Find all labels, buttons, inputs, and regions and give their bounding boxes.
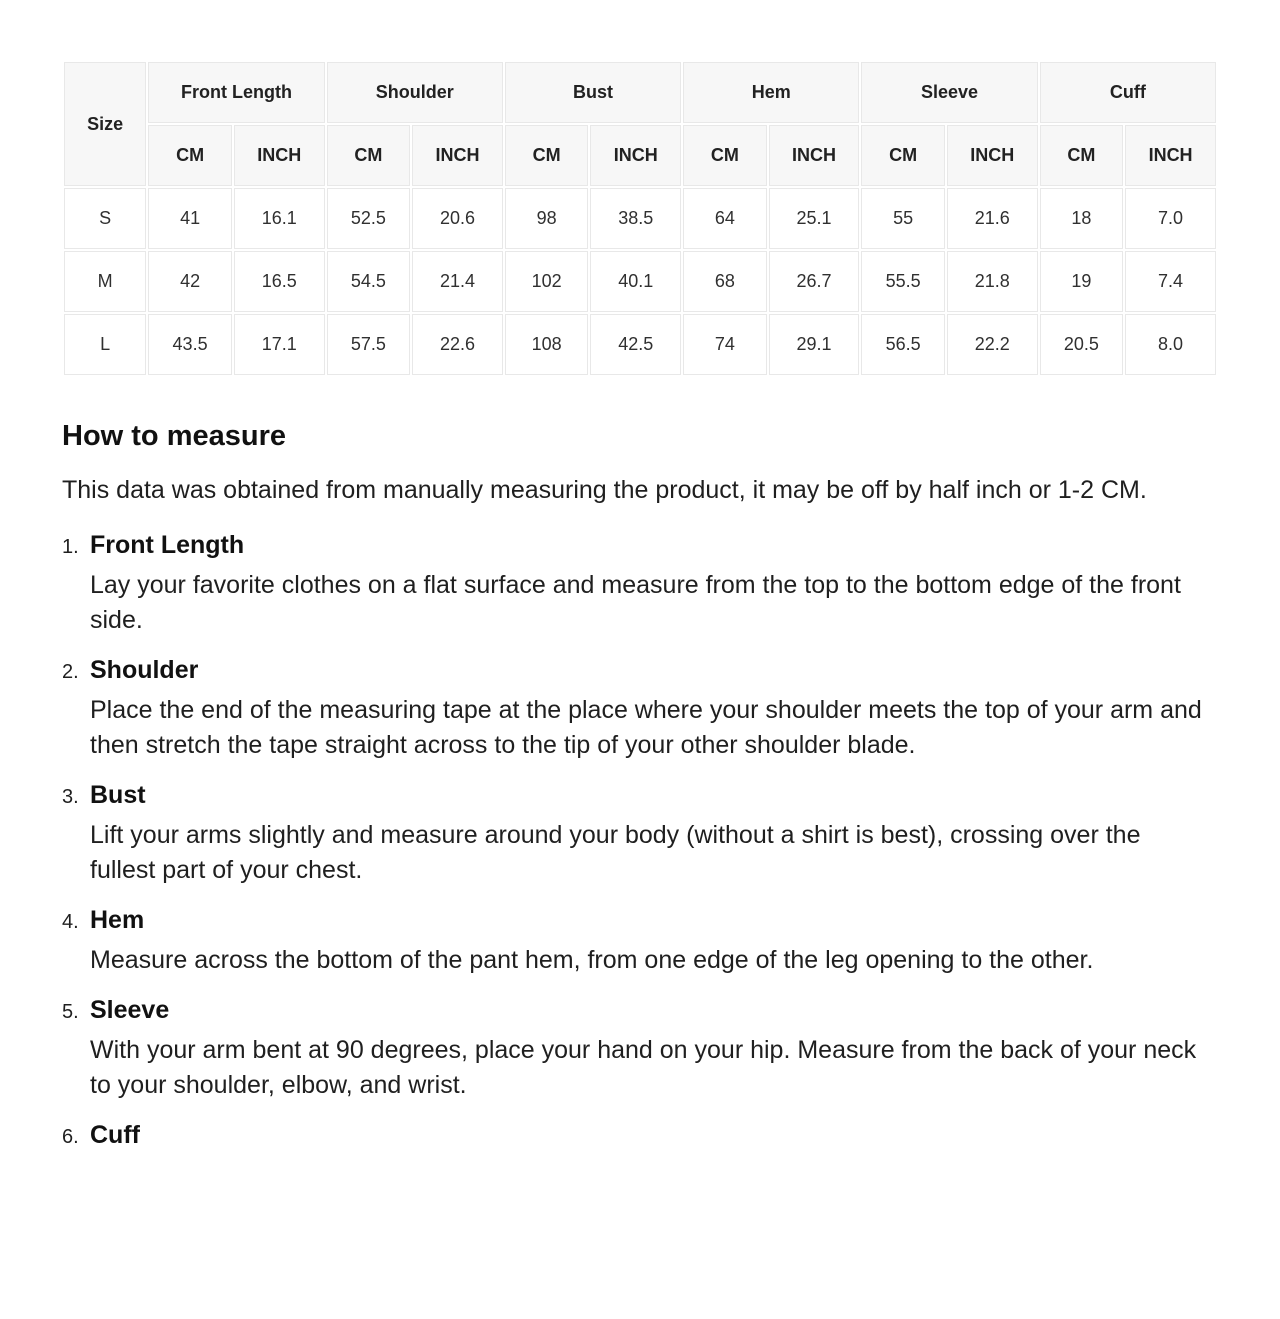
table-cell: 108 [505,314,588,375]
list-item-description: Place the end of the measuring tape at the place where your shoulder meets the top of your arm and then stretch the tape straight across to the tip of your other shoulder blade. [90,696,1202,759]
table-cell: 21.6 [947,188,1038,249]
table-cell: 40.1 [590,251,681,312]
table-cell: 74 [683,314,766,375]
table-cell: 8.0 [1125,314,1216,375]
table-cell: 102 [505,251,588,312]
size-cell: S [64,188,146,249]
unit-header-inch: INCH [947,125,1038,186]
table-cell: 20.5 [1040,314,1123,375]
list-item-title: Bust [90,781,146,809]
table-cell: 57.5 [327,314,410,375]
list-item-title: Shoulder [90,656,199,684]
table-row-size-m [64,251,1216,312]
list-item-title: Hem [90,906,145,934]
table-cell: 43.5 [148,314,231,375]
table-cell: 29.1 [769,314,860,375]
list-item-bust [62,780,1218,888]
table-row-size-s [64,188,1216,249]
list-item-title: Front Length [90,531,245,559]
size-cell: M [64,251,146,312]
list-item-shoulder [62,655,1218,763]
unit-header-inch: INCH [590,125,681,186]
group-header-cuff: Cuff [1040,62,1216,123]
list-item-number: 2. [62,661,79,683]
table-row-size-l [64,314,1216,375]
list-item-title: Sleeve [90,996,170,1024]
group-header-shoulder: Shoulder [327,62,503,123]
unit-header-cm: CM [1040,125,1123,186]
measure-disclaimer-text: This data was obtained from manually measuring the product, it may be off by half inch or 1-2 CM. [62,476,1147,504]
table-cell: 54.5 [327,251,410,312]
unit-header-cm: CM [861,125,944,186]
list-item-description: Lay your favorite clothes on a flat surface and measure from the top to the bottom edge of the front side. [90,571,1181,634]
list-item-description: With your arm bent at 90 degrees, place your hand on your hip. Measure from the back of your neck to your shoulder, elbow, and wrist. [90,1036,1197,1099]
list-item-number: 5. [62,1001,79,1023]
unit-header-cm: CM [148,125,231,186]
size-cell: L [64,314,146,375]
table-cell: 22.6 [412,314,503,375]
list-item-front-length [62,530,1218,638]
table-cell: 42.5 [590,314,681,375]
unit-header-inch: INCH [412,125,503,186]
table-cell: 17.1 [234,314,325,375]
table-cell: 7.0 [1125,188,1216,249]
size-column-header: Size [64,62,146,186]
unit-header-inch: INCH [1125,125,1216,186]
measure-instructions-list [62,530,1218,1150]
table-cell: 41 [148,188,231,249]
table-cell: 16.5 [234,251,325,312]
table-cell: 98 [505,188,588,249]
list-item-description: Measure across the bottom of the pant hem, from one edge of the leg opening to the other. [90,946,1094,974]
table-cell: 26.7 [769,251,860,312]
list-item-description: Lift your arms slightly and measure around your body (without a shirt is best), crossing over the fullest part of your chest. [90,821,1141,884]
table-cell: 55 [861,188,944,249]
group-header-hem: Hem [683,62,859,123]
table-cell: 68 [683,251,766,312]
list-item-number: 6. [62,1126,79,1148]
table-cell: 19 [1040,251,1123,312]
list-item-sleeve [62,995,1218,1103]
unit-header-cm: CM [327,125,410,186]
group-header-front-length: Front Length [148,62,324,123]
table-cell: 20.6 [412,188,503,249]
table-cell: 42 [148,251,231,312]
table-cell: 56.5 [861,314,944,375]
table-cell: 21.4 [412,251,503,312]
table-cell: 38.5 [590,188,681,249]
table-cell: 21.8 [947,251,1038,312]
group-header-bust: Bust [505,62,681,123]
table-cell: 64 [683,188,766,249]
unit-header-cm: CM [683,125,766,186]
table-cell: 16.1 [234,188,325,249]
table-group-header-row [64,62,1216,123]
list-item-number: 1. [62,536,79,558]
list-item-cuff [62,1120,1218,1150]
unit-header-inch: INCH [769,125,860,186]
list-item-number: 3. [62,786,79,808]
table-cell: 22.2 [947,314,1038,375]
list-item-hem [62,905,1218,978]
how-to-measure-heading: How to measure [62,420,286,452]
size-chart-table [62,60,1218,377]
unit-header-cm: CM [505,125,588,186]
group-header-sleeve: Sleeve [861,62,1037,123]
table-cell: 18 [1040,188,1123,249]
list-item-number: 4. [62,911,79,933]
list-item-title: Cuff [90,1121,140,1149]
unit-header-inch: INCH [234,125,325,186]
table-cell: 55.5 [861,251,944,312]
table-unit-header-row [64,125,1216,186]
table-cell: 7.4 [1125,251,1216,312]
table-cell: 52.5 [327,188,410,249]
table-cell: 25.1 [769,188,860,249]
